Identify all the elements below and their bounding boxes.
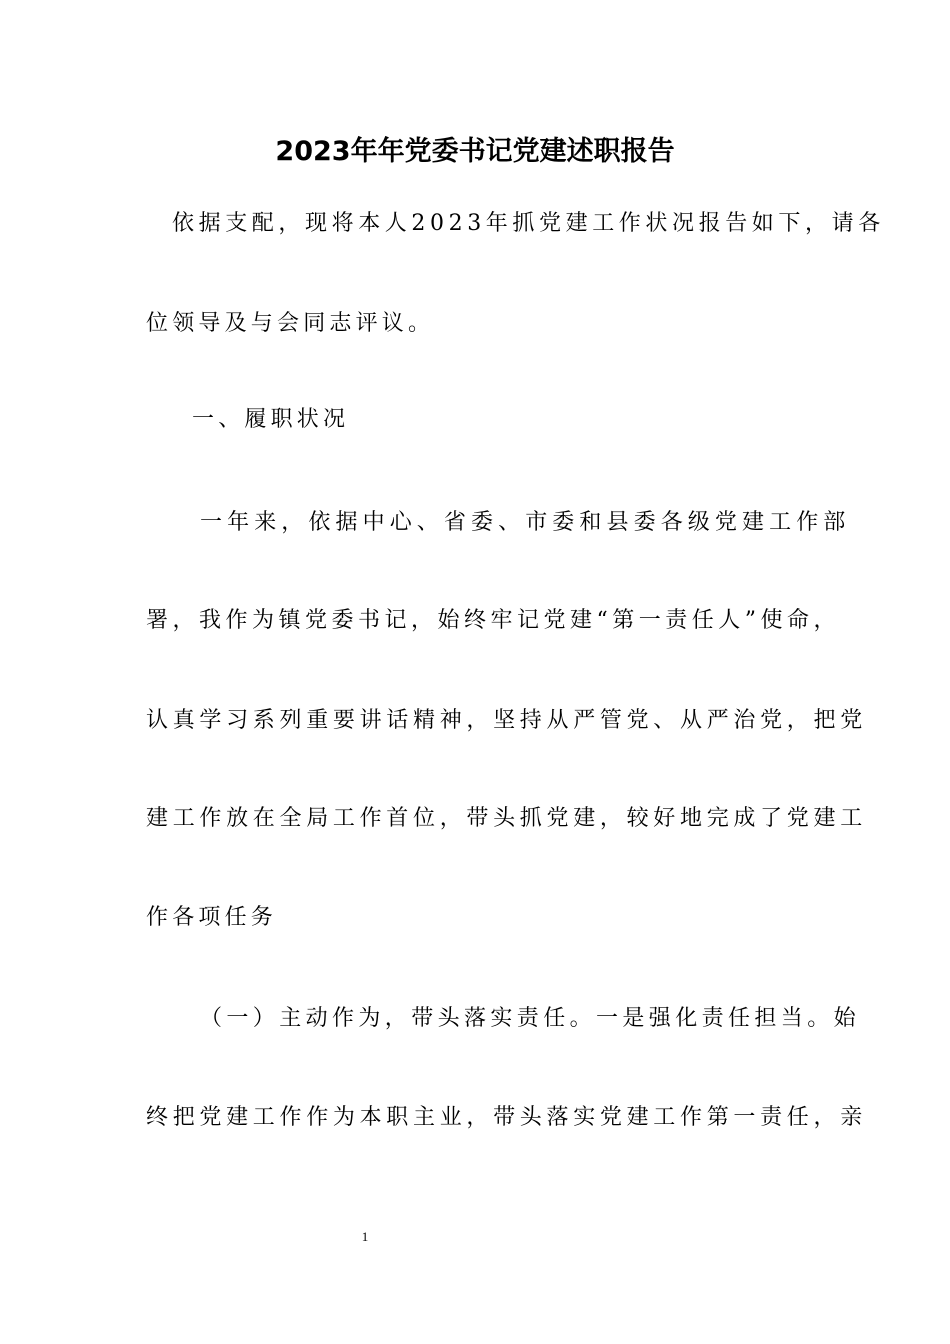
page-number: 1 (361, 1229, 369, 1244)
paragraph-line: 认真学习系列重要讲话精神，坚持从严管党、从严治党，把党 (146, 708, 867, 733)
paragraph-line: 位领导及与会同志评议。 (146, 311, 435, 336)
paragraph-line: 依据支配，现将本人2023年抓党建工作状况报告如下，请各 (172, 211, 885, 236)
paragraph-line: （一）主动作为，带头落实责任。一是强化责任担当。始 (200, 1006, 861, 1031)
section-heading: 一、履职状况 (192, 407, 350, 432)
paragraph-line: 建工作放在全局工作首位，带头抓党建，较好地完成了党建工 (146, 806, 867, 831)
paragraph-line: 终把党建工作作为本职主业，带头落实党建工作第一责任，亲 (146, 1105, 867, 1130)
paragraph-line: 作各项任务 (146, 905, 278, 930)
paragraph-line: 署，我作为镇党委书记，始终牢记党建“第一责任人”使命， (146, 608, 840, 633)
document-title: 2023年年党委书记党建述职报告 (275, 136, 675, 167)
paragraph-line: 一年来，依据中心、省委、市委和县委各级党建工作部 (200, 510, 851, 535)
